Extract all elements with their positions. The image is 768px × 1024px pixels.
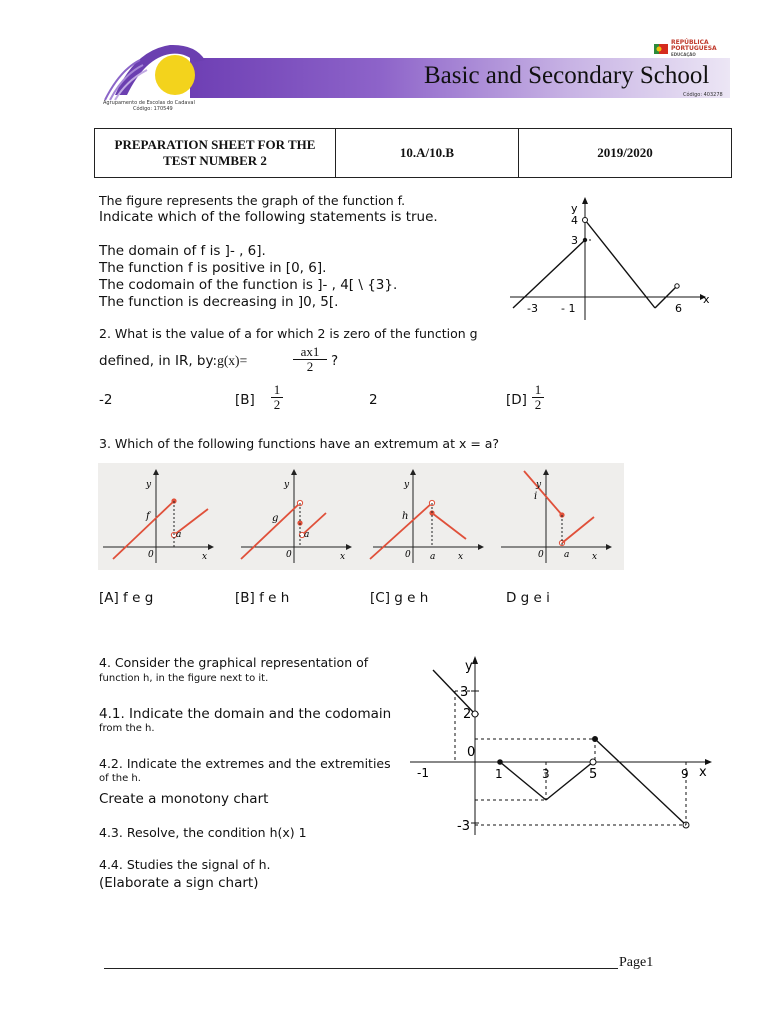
q2-defined: defined, in IR, by:g(x)=: [99, 353, 248, 369]
sheet-title-cell: PREPARATION SHEET FOR THE TEST NUMBER 2: [95, 129, 336, 178]
q1-label-neg1: - 1: [561, 302, 576, 315]
svg-text:9: 9: [681, 767, 689, 781]
q1-line1: The figure represents the graph of the function f.: [99, 193, 406, 208]
svg-text:1: 1: [495, 767, 503, 781]
school-code: Código: 403278: [683, 92, 723, 98]
q2-answer-b[interactable]: [B]: [235, 392, 255, 408]
q1-segment-left: [513, 240, 585, 308]
q1-end-point: [675, 284, 679, 288]
svg-text:a: a: [564, 550, 570, 560]
svg-text:y: y: [146, 480, 152, 490]
q1-label-4: 4: [571, 214, 578, 227]
svg-text:0: 0: [148, 550, 154, 560]
q3-graphs-strip: [98, 463, 624, 570]
svg-text:y: y: [465, 659, 473, 674]
logo-caption: Agrupamento de Escolas do Cadaval Código: 170549: [103, 100, 195, 112]
school-logo: [95, 40, 215, 109]
q3-graph-i: [501, 469, 612, 563]
q1-option-d: The function is decreasing in ]0, 5[.: [99, 294, 339, 310]
svg-text:f: f: [146, 511, 150, 522]
svg-text:g: g: [272, 513, 279, 524]
year-cell: 2019/2020: [519, 129, 732, 178]
q3-question: 3. Which of the following functions have an extremum at x = a?: [99, 436, 500, 451]
svg-text:-1: -1: [417, 766, 429, 780]
svg-text:3: 3: [542, 767, 550, 781]
q42-line2: of the h.: [99, 773, 141, 784]
q44-line1: 4.4. Studies the signal of h.: [99, 857, 271, 872]
q3-graph-g: [241, 469, 352, 563]
q42-line1: 4.2. Indicate the extremes and the extremities: [99, 756, 391, 771]
q1-graph: [505, 190, 730, 329]
q42-line3: Create a monotony chart: [99, 791, 269, 807]
q4-intro1: 4. Consider the graphical representation of: [99, 655, 369, 670]
q2-fraction: $\frac{ax1}{2}$: [293, 345, 327, 374]
svg-text:a: a: [430, 552, 436, 562]
q2-suffix: ?: [331, 353, 339, 369]
q1-line2: Indicate which of the following statements is true.: [99, 209, 438, 225]
q4-graph: [405, 650, 725, 844]
q1-label-neg3: -3: [527, 302, 538, 315]
q4-segment-4: [595, 739, 686, 825]
q3-answer-c[interactable]: [C] g e h: [370, 590, 429, 606]
svg-text:0: 0: [538, 550, 544, 560]
page-number: Page1: [619, 955, 654, 970]
q3-answer-d[interactable]: D g e i: [506, 590, 550, 606]
svg-text:3: 3: [460, 685, 469, 700]
q1-segment-right: [585, 220, 655, 308]
q3-graph-h: [370, 469, 484, 563]
q1-option-a: The domain of f is ]- , 6].: [99, 243, 266, 259]
svg-text:i: i: [534, 491, 538, 502]
q41-line1: 4.1. Indicate the domain and the codomain: [99, 706, 392, 722]
svg-text:0: 0: [286, 550, 292, 560]
q4-intro2: function h, in the figure next to it.: [99, 673, 269, 684]
q1-open-point: [583, 218, 588, 223]
q1-label-3: 3: [571, 234, 578, 247]
svg-text:y: y: [536, 480, 542, 490]
info-table: [94, 128, 732, 178]
footer-line: [104, 968, 618, 969]
q2-answer-c[interactable]: 2: [369, 392, 378, 408]
svg-text:-3: -3: [457, 819, 470, 834]
q1-option-b: The function f is positive in [0, 6].: [99, 260, 327, 276]
class-cell: 10.A/10.B: [336, 129, 519, 178]
q2-question: 2. What is the value of a for which 2 is zero of the function g: [99, 326, 478, 341]
q1-x-label: x: [703, 293, 710, 306]
svg-text:0: 0: [405, 550, 411, 560]
q2-answer-a[interactable]: -2: [99, 392, 113, 408]
q44-line2: (Elaborate a sign chart): [99, 875, 259, 891]
q2-answer-b-fraction: $\frac{1}{2}$: [271, 383, 283, 412]
svg-text:x: x: [458, 552, 464, 562]
q1-y-label: y: [571, 202, 578, 215]
q2-answer-d-fraction: $\frac{1}{2}$: [532, 383, 544, 412]
svg-text:y: y: [404, 480, 410, 490]
svg-text:y: y: [284, 480, 290, 490]
q4-segment-3: [546, 762, 593, 800]
svg-text:x: x: [699, 765, 707, 780]
svg-text:h: h: [402, 511, 409, 522]
q1-option-c: The codomain of the function is ]- , 4[ \ {3}.: [99, 277, 398, 293]
q4-segment-2: [500, 762, 546, 800]
q3-answer-b[interactable]: [B] f e h: [235, 590, 290, 606]
svg-text:x: x: [340, 552, 346, 562]
q43-line: 4.3. Resolve, the condition h(x) 1: [99, 825, 307, 840]
republic-logo: REPÚBLICA PORTUGUESA EDUCAÇÃO: [654, 40, 716, 58]
flag-icon: [654, 42, 668, 56]
q41-line2: from the h.: [99, 723, 155, 734]
svg-text:x: x: [202, 552, 208, 562]
svg-text:2: 2: [463, 707, 472, 722]
svg-text:a: a: [304, 530, 310, 540]
svg-text:x: x: [592, 552, 598, 562]
q3-answer-a[interactable]: [A] f e g: [99, 590, 154, 606]
svg-text:0: 0: [467, 745, 476, 760]
svg-text:a: a: [176, 530, 182, 540]
q1-label-6: 6: [675, 302, 682, 315]
q3-graph-f: [103, 469, 214, 563]
school-title: Basic and Secondary School: [424, 62, 710, 89]
q2-answer-d[interactable]: [D]: [506, 392, 527, 408]
svg-text:5: 5: [589, 767, 598, 782]
